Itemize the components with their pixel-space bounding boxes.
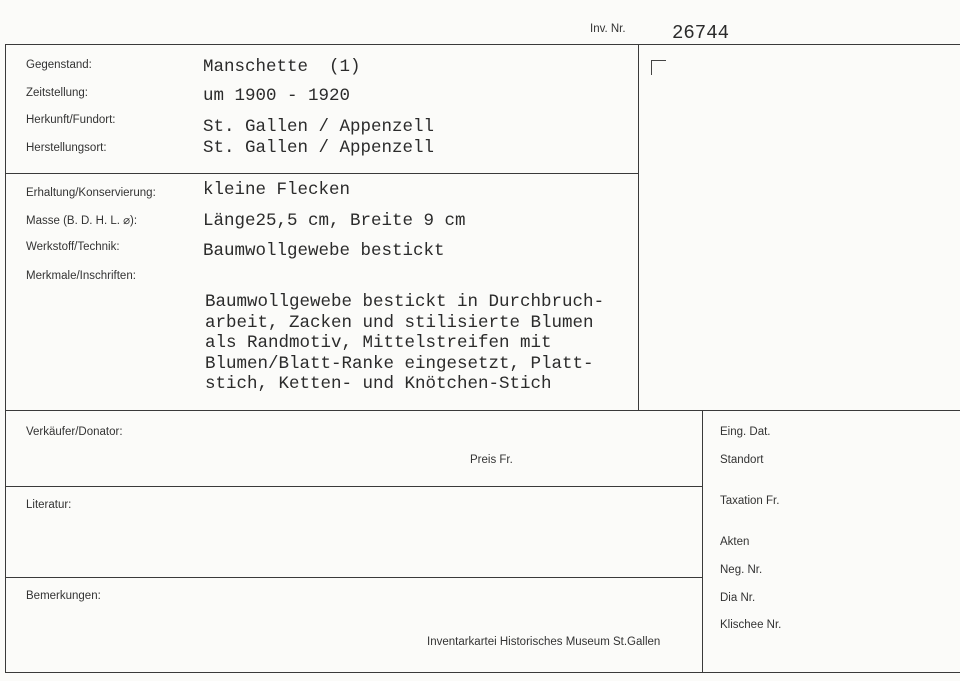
herkunft-value: St. Gallen / Appenzell	[203, 117, 435, 137]
bemerkungen-label: Bemerkungen:	[26, 590, 101, 602]
herstellung-label: Herstellungsort:	[26, 142, 107, 154]
erhaltung-value: kleine Flecken	[203, 180, 351, 200]
description-line: Blumen/Blatt-Ranke eingesetzt, Platt-	[205, 353, 594, 374]
standort-label: Standort	[720, 454, 764, 466]
neg-nr-label: Neg. Nr.	[720, 564, 763, 576]
erhaltung-label: Erhaltung/Konservierung:	[26, 187, 156, 199]
preis-label: Preis Fr.	[470, 454, 513, 466]
eing-dat-label: Eing. Dat.	[720, 426, 771, 438]
gegenstand-value: Manschette (1)	[203, 57, 361, 77]
image-box-divider	[638, 44, 639, 410]
herstellung-value: St. Gallen / Appenzell	[203, 138, 435, 158]
photo-corner-mark	[651, 60, 666, 75]
description-line: stich, Ketten- und Knötchen-Stich	[205, 374, 552, 394]
masse-value: Länge25,5 cm, Breite 9 cm	[203, 211, 466, 231]
verkaeufer-label: Verkäufer/Donator:	[26, 426, 123, 438]
taxation-label: Taxation Fr.	[720, 495, 780, 507]
inv-nr-value: 26744	[672, 22, 730, 44]
zeitstellung-label: Zeitstellung:	[26, 87, 89, 99]
inv-nr-label: Inv. Nr.	[590, 23, 626, 35]
gegenstand-label: Gegenstand:	[26, 59, 92, 71]
footer-institution: Inventarkartei Historisches Museum St.Gallen	[427, 636, 661, 648]
section-rule-2	[5, 410, 960, 411]
literatur-label: Literatur:	[26, 499, 72, 511]
description-block	[205, 292, 604, 395]
description-line: Baumwollgewebe bestickt in Durchbruch-	[205, 292, 605, 312]
dia-nr-label: Dia Nr.	[720, 592, 756, 604]
description-line: arbeit, Zacken und stilisierte Blumen	[205, 312, 594, 333]
section-rule-3	[5, 486, 702, 487]
bottom-rule	[5, 672, 960, 673]
klischee-nr-label: Klischee Nr.	[720, 619, 782, 631]
masse-label: Masse (B. D. H. L. ⌀):	[26, 215, 138, 227]
description-line: als Randmotiv, Mittelstreifen mit	[205, 333, 552, 353]
werkstoff-value: Baumwollgewebe bestickt	[203, 241, 445, 261]
zeitstellung-value: um 1900 - 1920	[203, 86, 351, 106]
right-column-divider	[702, 410, 703, 672]
akten-label: Akten	[720, 536, 750, 548]
section-rule-1	[5, 173, 638, 174]
merkmale-label: Merkmale/Inschriften:	[26, 270, 136, 282]
section-rule-4	[5, 577, 702, 578]
werkstoff-label: Werkstoff/Technik:	[26, 241, 120, 253]
top-rule	[5, 44, 960, 45]
herkunft-label: Herkunft/Fundort:	[26, 114, 116, 126]
